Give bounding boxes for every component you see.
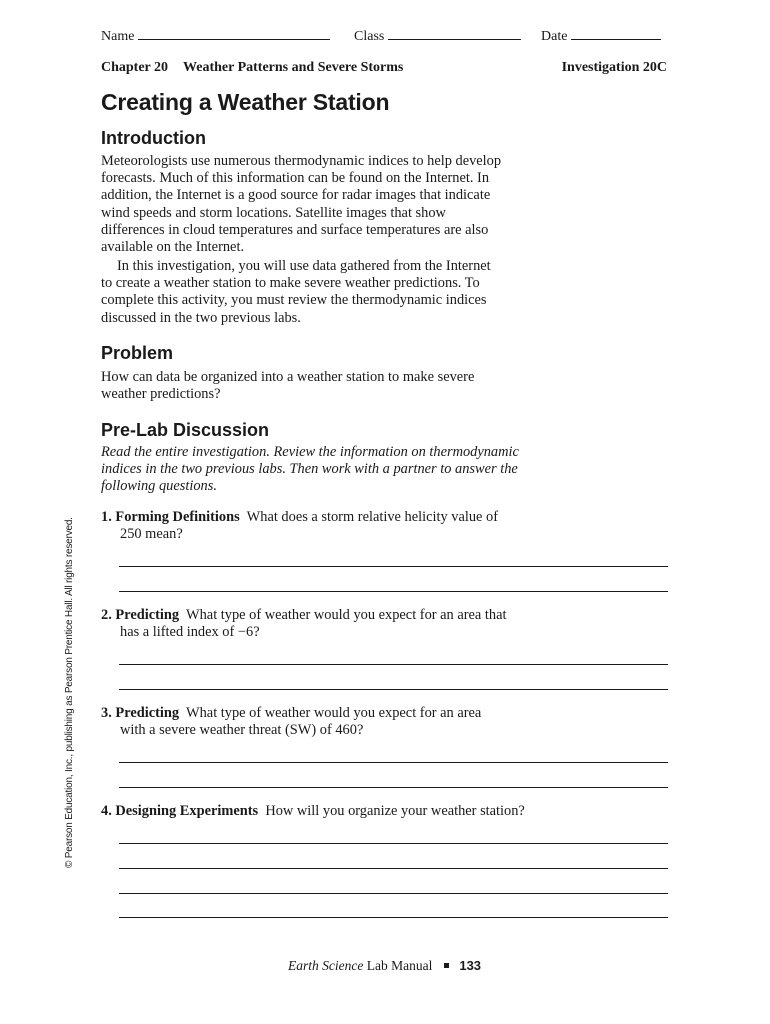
question-label: Predicting: [115, 705, 180, 721]
book-title-rest: Lab Manual: [366, 958, 433, 973]
question-label: Forming Definitions: [115, 509, 240, 525]
text-line: complete this activity, you must review the thermodynamic indices: [101, 292, 487, 309]
question-label: Designing Experiments: [115, 803, 259, 819]
text-line: How can data be organized into a weather station to make severe: [101, 369, 475, 385]
question-number: 4.: [101, 803, 112, 819]
name-field[interactable]: [101, 26, 330, 45]
date-field[interactable]: [541, 26, 661, 45]
text-line: weather predictions?: [101, 386, 221, 403]
answer-line[interactable]: [119, 664, 668, 665]
question-1: [101, 509, 571, 543]
text-line: to create a weather station to make severe weather predictions. To: [101, 275, 480, 292]
answer-line[interactable]: [119, 843, 668, 844]
text-line: In this investigation, you will use data gathered from the Internet: [117, 258, 491, 274]
class-label: Class: [354, 29, 385, 44]
question-2: [101, 607, 571, 641]
question-3: [101, 705, 571, 739]
text-line: Read the entire investigation. Review the information on thermodynamic: [101, 444, 519, 460]
text-line: indices in the two previous labs. Then work with a partner to answer the: [101, 461, 518, 478]
chapter-heading: [101, 60, 403, 76]
question-text: What type of weather would you expect for an area: [186, 705, 482, 721]
introduction-heading: Introduction: [101, 128, 206, 148]
bullet-icon: [444, 963, 449, 968]
answer-line[interactable]: [119, 787, 668, 788]
question-text: What does a storm relative helicity value of: [246, 509, 499, 525]
name-label: Name: [101, 29, 135, 44]
problem-text: [101, 369, 561, 403]
page-footer: [288, 958, 481, 974]
text-line: following questions.: [101, 478, 217, 495]
question-text-cont: 250 mean?: [120, 526, 183, 543]
page-title: Creating a Weather Station: [101, 89, 390, 115]
class-blank[interactable]: [388, 26, 521, 40]
class-field[interactable]: [354, 26, 521, 45]
problem-heading: Problem: [101, 343, 174, 363]
book-title-italic: Earth Science: [288, 958, 364, 973]
text-line: addition, the Internet is a good source for radar images that indicate: [101, 187, 491, 204]
question-text-cont: with a severe weather threat (SW) of 460?: [120, 722, 364, 739]
date-label: Date: [541, 29, 568, 44]
chapter-title: Weather Patterns and Severe Storms: [183, 60, 404, 75]
text-line: wind speeds and storm locations. Satellite images that show: [101, 204, 446, 221]
text-line: discussed in the two previous labs.: [101, 309, 301, 326]
answer-line[interactable]: [119, 868, 668, 869]
answer-line[interactable]: [119, 762, 668, 763]
date-blank[interactable]: [571, 26, 661, 40]
answer-line[interactable]: [119, 917, 668, 918]
answer-line[interactable]: [119, 566, 668, 567]
investigation-label: Investigation 20C: [561, 60, 667, 75]
text-line: available on the Internet.: [101, 239, 245, 256]
answer-line[interactable]: [119, 689, 668, 690]
question-number: 1.: [101, 509, 112, 525]
introduction-paragraph-1: [101, 153, 561, 256]
text-line: forecasts. Much of this information can be found on the Internet. In: [101, 170, 490, 187]
prelab-heading: Pre-Lab Discussion: [101, 420, 270, 440]
page-number: 133: [459, 958, 482, 973]
name-blank[interactable]: [138, 26, 330, 40]
prelab-instructions: [101, 444, 571, 496]
question-number: 2.: [101, 607, 112, 623]
introduction-paragraph-2: [101, 258, 561, 327]
question-text: What type of weather would you expect for an area that: [186, 607, 507, 623]
text-line: differences in cloud temperatures and surface temperatures are also: [101, 221, 489, 238]
question-label: Predicting: [115, 607, 180, 623]
question-text: How will you organize your weather station?: [265, 803, 525, 819]
question-4: [101, 803, 621, 820]
chapter-number: Chapter 20: [101, 60, 169, 75]
question-number: 3.: [101, 705, 112, 721]
question-text-cont: has a lifted index of −6?: [120, 624, 260, 641]
copyright-notice: © Pearson Education, Inc., publishing as Pearson Prentice Hall. All rights reserved.: [64, 517, 75, 868]
answer-line[interactable]: [119, 591, 668, 592]
answer-line[interactable]: [119, 893, 668, 894]
text-line: Meteorologists use numerous thermodynamic indices to help develop: [101, 153, 502, 169]
